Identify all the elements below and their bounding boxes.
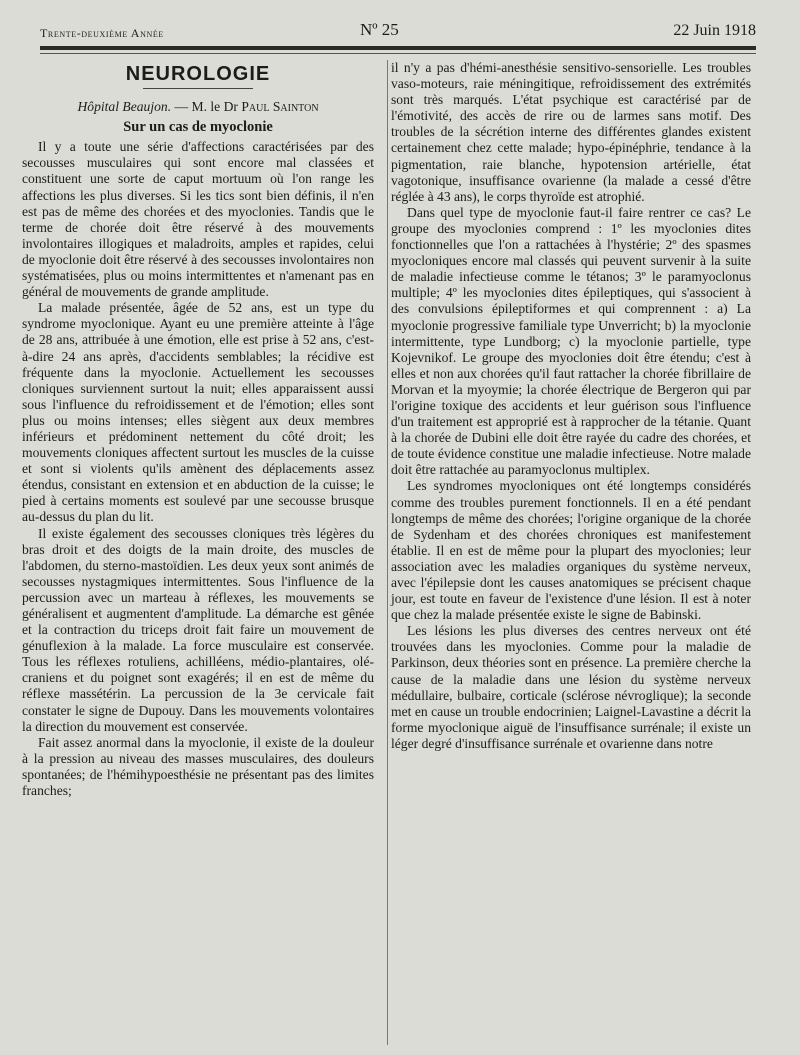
column-separator [387,60,388,1045]
header-rule [40,46,756,50]
paragraph: Fait assez anormal dans la myoclonie, il existe de la douleur à la pression au niveau des masses musculaires, des douleurs spontanées; de l'hémihypoesthésie ne présentant pas des limites franches; [22,734,374,799]
volume-year: Trente-deuxième Année [40,26,164,40]
paragraph: Il existe également des secousses cloniques très légères du bras droit et des doigts de la main droite, des muscles de l'abdomen, du sterno-mastoïdien. Les deux yeux sont animés de secousses nystagmiques intermittentes. Sous l'influence de la percussion avec un marteau à réflexes, les mouvements se généralisent et augmentent d'amplitude. La démarche est gênée et la contraction du triceps droit fait faire un mouvement de génuflexion à la malade. La force musculaire est conservée. Tous les réflexes rotuliens, achilléens, médio-plantaires, olé-craniens et du poignet sont exagérés; il en est de même du réflexe massétérin. La percussion de la 3e cervicale fait constater le signe de Dupouy. Dans les mouvements volontaires la direction du mouvement est conservée. [22,525,374,734]
paragraph: Dans quel type de myoclonie faut-il faire rentrer ce cas? Le groupe des myoclonies comprend : 1º les myoclonies dites fonctionnelles que l'on a rattachées à l'hystérie; 2º des spasmes myocloniques encore mal classés qui peuvent survenir à la suite de maladie infectieuse comme le tétanos; 3º le paramyoclonus multiple; 4º les myoclonies dites épileptiques, qui s'associent à des convulsions épileptiformes et qui comprennent : a) La myoclonie progressive familiale type Unverricht; b) la myoclonie intermittente, type Lundborg; c) la myoclonie partielle, type Kojevnikof. Le groupe des myoclonies doit être étendu; c'est à elles et non aux chorées qu'il faut rattacher la chorée fibrillaire de Morvan et la myoymie; la chorée électrique de Bergeron qui par l'origine toxique des accidents et leur guérison sous l'influence d'un traitement est approprié est à rapprocher de la tétanie. Quant à la chorée de Dubini elle doit être rayée du cadre des chorées, et de toute évidence constitue une maladie infectieuse. Notre malade doit être rattachée au paramyoclonus multiplex. [391,204,751,478]
left-column [22,60,374,799]
section-title: NEUROLOGIE [125,63,271,85]
paragraph: Les syndromes myocloniques ont été longtemps considérés comme des troubles purement fonctionnels. Il en a été pendant longtemps de même des chorées; l'origine organique de la chorée de Sydenham et des chorées chroniques est manifestement établie. Il en est de même pour la plupart des myoclonies; leur association avec les maladies organiques du système nerveux, avec l'épilepsie dont les causes anatomiques se précisent chaque jour, est toute en faveur de l'existence d'une lésion. Il est à noter que chez la malade présentée existe le signe de Babinski. [391,478,751,623]
author: Paul Sainton [241,99,319,115]
paragraph: Il y a toute une série d'affections caractérisées par des secousses musculaires qui sont encore mal classées et constituent une sorte de caput mortuum où l'on range les affections les plus diverses. Si les tics sont bien définis, il n'en est pas de même des chorées et des myoclonies. Tandis que le terme de chorée doit être réservé à des mouvements involontaires illogiques et maladroits, amples et rapides, celui de myoclonie doit être réservé à des secousses involontaires non systématisées, plus ou moins intermittentes et n'amenant pas en général de mouvements de grande amplitude. [22,139,374,300]
byline [22,99,374,115]
paragraph: Les lésions les plus diverses des centres nerveux ont été trouvées dans les myoclonies. Comme pour la maladie de Parkinson, deux théories sont en présence. La première cherche la cause de la maladie dans une lésion du système nerveux médullaire, bulbaire, corticale (sclérose névroglique); la seconde met en cause un trouble endocrinien; Laignel-Lavastine a décrit la forme myoclonique aiguë de l'insuffisance surrénale; il existe un léger degré d'insuffisance surrénale et ovarienne dans notre [391,623,751,751]
paragraph: La malade présentée, âgée de 52 ans, est un type du syndrome myoclonique. Ayant eu une première atteinte à l'âge de 28 ans, attribuée à une émotion, elle est prise à 52 ans, c'est-à-dire 24 ans après, d'accidents semblables; la récidive est fréquente dans la myoclonie. Actuellement les secousses cloniques surviennent surtout la nuit; elles apparaissent aussi sous l'influence du refroidissement et de l'émotion; elles sont plus ou moins intenses; elles siègent aux deux membres inférieurs et prédominent nettement du côté droit; les mouvements cloniques affectent surtout les muscles de la cuisse et sont si violents qu'ils amènent des déplacements assez étendus, consistant en extension et en abduction de la cuisse; le pied à certains moments est soulevé par une secousse brusque au-dessus du plan du lit. [22,300,374,525]
section-title-rule [143,88,253,89]
header-rule-thin [40,53,756,54]
paragraph: il n'y a pas d'hémi-anesthésie sensitivo-sensorielle. Les troubles vaso-moteurs, raie méningitique, refroidissement des extrémités sont très marqués. L'état psychique est caractérisé par de l'émotivité, des accès de rire ou de larmes sans motif. Des troubles de la sécrétion interne des différentes glandes existent certainement chez cette malade; hypo-épinéphrie, tendance à la pigmentation, raie blanche, hypotension artérielle, état vagotonique, insuffisance ovarienne (la malade a cessé d'être réglée à 43 ans), le corps thyroïde est atrophié. [391,60,751,204]
issue-date: 22 Juin 1918 [673,22,756,39]
issue-number: Nº 25 [360,20,399,39]
article-title: Sur un cas de myoclonie [123,119,273,136]
page-header [40,20,756,46]
right-column [391,60,751,752]
institution: Hôpital Beaujon. [77,99,172,115]
byline-dash: — M. le Dr [171,99,242,115]
